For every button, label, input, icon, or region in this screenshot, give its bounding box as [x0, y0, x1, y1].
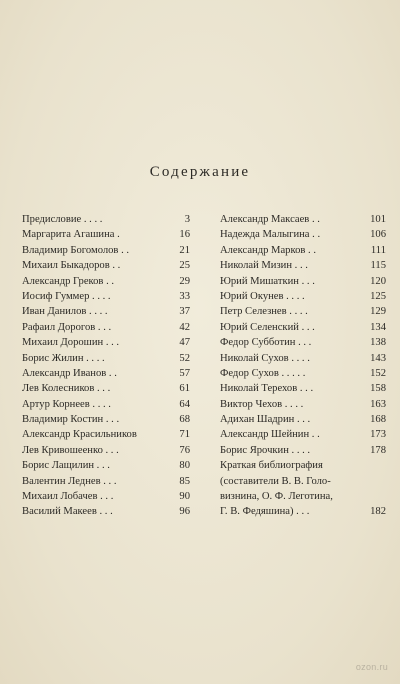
toc-entry-title: Александр Иванов . .: [22, 367, 117, 379]
toc-entry: [220, 397, 386, 412]
toc-entry-page: 16: [179, 229, 190, 241]
toc-entry: [22, 212, 190, 227]
toc-entry-page: 143: [370, 352, 386, 364]
toc-entry-page: 85: [179, 475, 190, 487]
toc-entry: [220, 212, 386, 227]
toc-entry: [22, 397, 190, 412]
toc-entry: [220, 304, 386, 319]
toc-entry: [220, 320, 386, 335]
toc-entry-title: Валентин Леднев . . .: [22, 475, 117, 487]
toc-entry-title: визнина, О. Ф. Леготина,: [220, 491, 333, 503]
toc-entry-page: 125: [370, 290, 386, 302]
toc-entry-page: 68: [179, 414, 190, 426]
toc-entry-title: Иван Данилов . . . .: [22, 306, 108, 318]
toc-entry-title: Иосиф Гуммер . . . .: [22, 290, 111, 302]
toc-entry-page: 21: [179, 244, 190, 256]
toc-entry-title: Г. В. Федяшина) . . .: [220, 506, 310, 518]
toc-entry: [22, 351, 190, 366]
toc-entry-page: 134: [370, 321, 386, 333]
toc-entry-page: 33: [179, 290, 190, 302]
toc-entry: [220, 458, 386, 473]
toc-entry-title: Юрий Селенский . . .: [220, 321, 315, 333]
toc-entry: [220, 427, 386, 442]
toc-entry-title: Михаил Дорошин . . .: [22, 337, 120, 349]
toc-entry-title: Василий Макеев . . .: [22, 506, 113, 518]
toc-entry-page: 158: [370, 383, 386, 395]
toc-entry-page: 61: [179, 383, 190, 395]
toc-entry: [220, 351, 386, 366]
toc-entry-page: 80: [179, 460, 190, 472]
toc-entry: [220, 412, 386, 427]
toc-entry: [22, 274, 190, 289]
toc-entry-title: (составители В. В. Голо-: [220, 475, 331, 487]
toc-entry-page: 111: [370, 244, 386, 256]
contents-column-right: [220, 212, 386, 520]
toc-entry: [220, 489, 386, 504]
toc-entry: [220, 474, 386, 489]
toc-entry-page: 152: [370, 367, 386, 379]
toc-entry-title: Маргарита Агашина .: [22, 229, 120, 241]
toc-entry: [22, 474, 190, 489]
toc-entry: [22, 243, 190, 258]
toc-entry-title: Артур Корнеев . . . .: [22, 398, 111, 410]
toc-entry-page: 129: [370, 306, 386, 318]
toc-entry-page: 182: [370, 506, 386, 518]
toc-entry: [22, 489, 190, 504]
toc-entry-title: Лев Кривошеенко . . .: [22, 444, 119, 456]
toc-entry: [22, 381, 190, 396]
toc-entry-title: Борис Жилин . . . .: [22, 352, 105, 364]
toc-entry-page: 25: [179, 260, 190, 272]
toc-entry-page: 96: [179, 506, 190, 518]
toc-entry-page: 37: [179, 306, 190, 318]
toc-entry-page: 64: [179, 398, 190, 410]
toc-entry-title: Надежда Малыгина . .: [220, 229, 321, 241]
toc-entry-page: 163: [370, 398, 386, 410]
toc-entry-title: Владимир Богомолов . .: [22, 244, 130, 256]
toc-entry-title: Рафаил Дорогов . . .: [22, 321, 112, 333]
toc-entry-page: 120: [370, 275, 386, 287]
toc-entry-title: Николай Мизин . . .: [220, 260, 308, 272]
toc-entry-page: 115: [370, 260, 386, 272]
toc-entry-title: Юрий Окунев . . . .: [220, 290, 305, 302]
toc-entry-page: 178: [370, 444, 386, 456]
toc-entry-title: Николай Сухов . . . .: [220, 352, 310, 364]
toc-entry-page: 47: [179, 337, 190, 349]
toc-entry: [220, 335, 386, 350]
toc-entry: [220, 443, 386, 458]
toc-entry-title: Борис Ярочкин . . . .: [220, 444, 311, 456]
toc-entry: [22, 458, 190, 473]
toc-entry: [22, 443, 190, 458]
toc-entry-title: Александр Максаев . .: [220, 214, 320, 225]
toc-entry-title: Михаил Быкадоров . .: [22, 260, 121, 272]
toc-entry-page: 76: [179, 444, 190, 456]
toc-entry-page: 168: [370, 414, 386, 426]
contents-column-left: [22, 212, 190, 520]
toc-entry-title: Михаил Лобачев . . .: [22, 491, 114, 503]
watermark: ozon.ru: [355, 662, 388, 672]
toc-entry-title: Юрий Мишаткин . . .: [220, 275, 315, 287]
toc-entry-title: Александр Красильников: [22, 429, 137, 441]
toc-entry-title: Предисловие . . . .: [22, 214, 103, 225]
toc-entry-title: Александр Марков . .: [220, 244, 316, 256]
toc-entry-title: Александр Греков . .: [22, 275, 115, 287]
toc-entry-page: 101: [370, 214, 386, 225]
toc-entry: [220, 381, 386, 396]
toc-entry-title: Петр Селезнев . . . .: [220, 306, 308, 318]
toc-entry-page: 90: [179, 491, 190, 503]
toc-entry-title: Николай Терехов . . .: [220, 383, 314, 395]
toc-entry: [22, 227, 190, 242]
toc-entry-page: 57: [179, 367, 190, 379]
toc-entry-title: Александр Шейнин . .: [220, 429, 320, 441]
toc-entry: [220, 289, 386, 304]
toc-entry-page: 138: [370, 337, 386, 349]
toc-entry-title: Владимир Костин . . .: [22, 414, 120, 426]
toc-entry: [22, 366, 190, 381]
toc-entry: [22, 258, 190, 273]
toc-entry-page: 29: [179, 275, 190, 287]
toc-entry: [220, 258, 386, 273]
toc-entry-page: 52: [179, 352, 190, 364]
toc-entry: [22, 335, 190, 350]
toc-entry: [22, 412, 190, 427]
toc-entry-title: Адихан Шадрин . . .: [220, 414, 311, 426]
toc-entry-title: Федор Сухов . . . . .: [220, 367, 306, 379]
toc-entry-page: 173: [370, 429, 386, 441]
toc-entry-page: 42: [179, 321, 190, 333]
toc-entry-title: Виктор Чехов . . . .: [220, 398, 304, 410]
toc-entry: [220, 227, 386, 242]
toc-entry: [22, 427, 190, 442]
toc-entry-title: Борис Лащилин . . .: [22, 460, 110, 472]
toc-entry-page: 71: [179, 429, 190, 441]
toc-entry: [22, 304, 190, 319]
toc-entry-page: 106: [370, 229, 386, 241]
toc-entry-page: 3: [184, 214, 190, 225]
toc-entry: [220, 243, 386, 258]
toc-entry-title: Федор Субботин . . .: [220, 337, 312, 349]
toc-entry: [22, 504, 190, 519]
toc-entry-title: Лев Колесников . . .: [22, 383, 111, 395]
toc-entry: [220, 504, 386, 519]
toc-entry: [22, 289, 190, 304]
toc-entry: [220, 366, 386, 381]
toc-entry: [220, 274, 386, 289]
toc-entry-title: Краткая библиография: [220, 460, 323, 472]
toc-entry: [22, 320, 190, 335]
contents-heading: Содержание: [149, 164, 251, 180]
